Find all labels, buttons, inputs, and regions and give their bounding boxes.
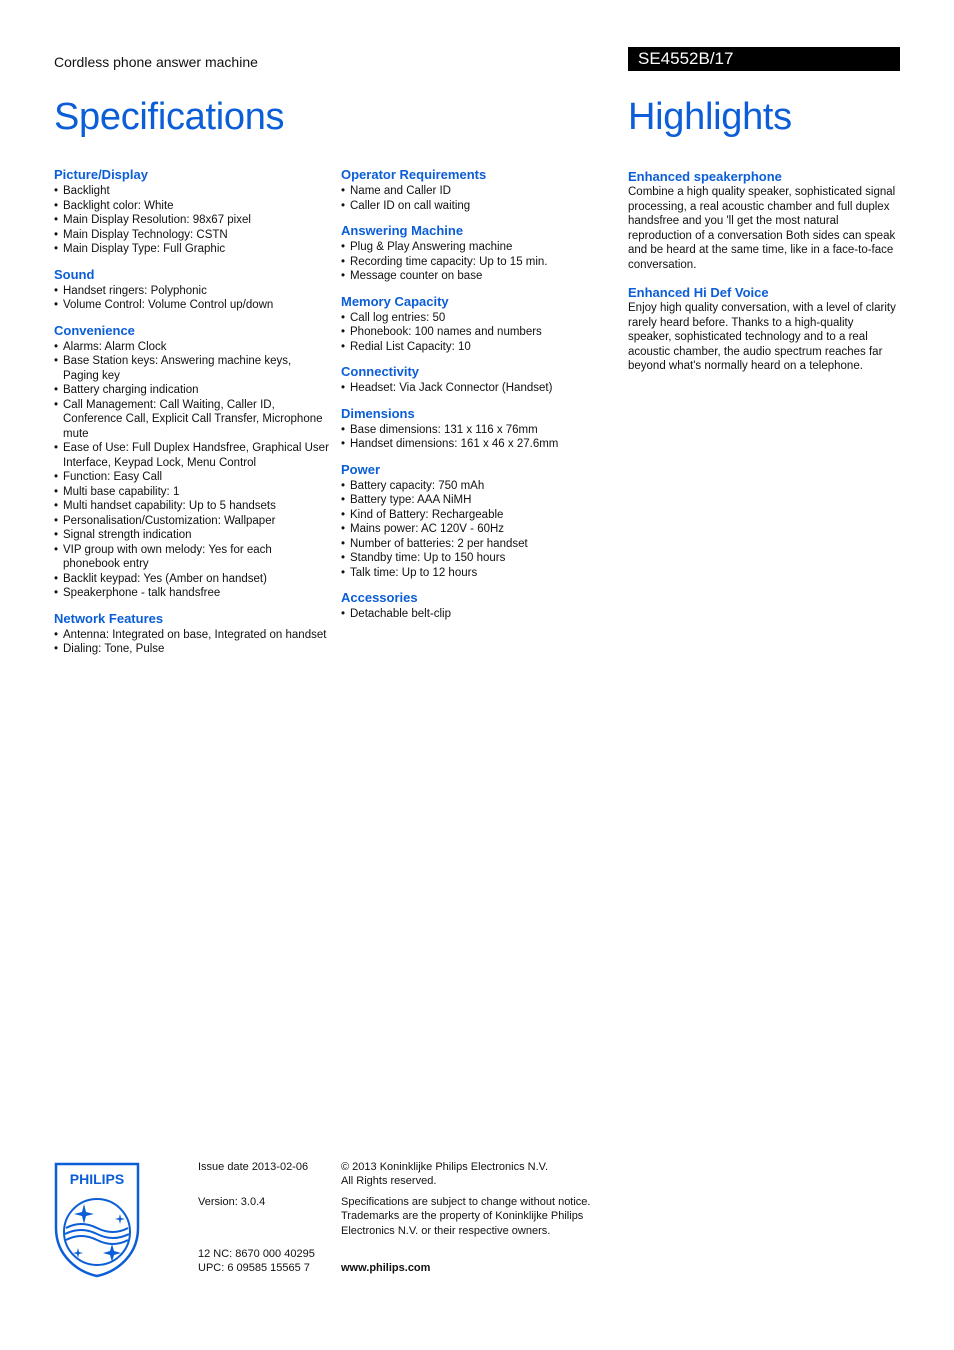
- spec-item: • Talk time: Up to 12 hours: [341, 566, 616, 581]
- spec-section-accessories: [341, 590, 616, 622]
- spec-item: • Function: Easy Call: [54, 470, 329, 485]
- spec-item: • Message counter on base: [341, 269, 616, 284]
- spec-item: • Multi base capability: 1: [54, 485, 329, 500]
- specs-column-2: [341, 167, 616, 632]
- spec-item: • Personalisation/Customization: Wallpaper: [54, 514, 329, 529]
- spec-item: • Main Display Resolution: 98x67 pixel: [54, 213, 329, 228]
- spec-item: • Standby time: Up to 150 hours: [341, 551, 616, 566]
- spec-list: [341, 240, 616, 284]
- highlights-title: Highlights: [628, 96, 792, 138]
- spec-section-sound: [54, 267, 329, 313]
- spec-item: • Headset: Via Jack Connector (Handset): [341, 381, 616, 396]
- spec-item: • Backlight: [54, 184, 329, 199]
- spec-item: • Base dimensions: 131 x 116 x 76mm: [341, 423, 616, 438]
- spec-section-convenience: [54, 323, 329, 601]
- copyright: © 2013 Koninklijke Philips Electronics N.V.: [341, 1161, 549, 1173]
- spec-section-title: Convenience: [54, 322, 135, 338]
- spec-item: • Handset ringers: Polyphonic: [54, 284, 329, 299]
- highlight-title: Enhanced Hi Def Voice: [628, 285, 769, 300]
- spec-list: [341, 423, 616, 452]
- spec-section-dimensions: [341, 406, 616, 452]
- spec-item: • Backlit keypad: Yes (Amber on handset): [54, 572, 329, 587]
- philips-shield-logo-icon: [54, 1162, 140, 1278]
- spec-item: • Signal strength indication: [54, 528, 329, 543]
- spec-section-power: [341, 462, 616, 581]
- spec-section-title: Network Features: [54, 610, 164, 626]
- spec-section-title: Operator Requirements: [341, 167, 487, 182]
- specifications-title: Specifications: [54, 96, 285, 138]
- spec-section-network-features: [54, 611, 329, 657]
- spec-item: • Mains power: AC 120V - 60Hz: [341, 522, 616, 537]
- spec-item: • Number of batteries: 2 per handset: [341, 537, 616, 552]
- spec-list: [54, 628, 329, 657]
- spec-list: [54, 340, 329, 601]
- spec-section-title: Sound: [54, 266, 95, 282]
- spec-item: • Dialing: Tone, Pulse: [54, 642, 329, 657]
- spec-section-title: Answering Machine: [341, 223, 464, 238]
- spec-list: [341, 311, 616, 355]
- spec-item: • Handset dimensions: 161 x 46 x 27.6mm: [341, 437, 616, 452]
- highlight-text: Enjoy high quality conversation, with a level of clarity rarely heard before. Thanks to a high-quality speaker, sophisticated technology and to a real acoustic chamber, the audio spectrum reaches far beyond what's normally heard on a telephone.: [628, 302, 896, 372]
- spec-list: [54, 284, 329, 313]
- spec-section-connectivity: [341, 364, 616, 396]
- spec-item: • Antenna: Integrated on base, Integrated on handset: [54, 628, 329, 643]
- nc-number: 12 NC: 8670 000 40295: [198, 1248, 315, 1260]
- spec-item: • Volume Control: Volume Control up/down: [54, 298, 329, 313]
- spec-item: • Phonebook: 100 names and numbers: [341, 325, 616, 340]
- issue-date: Issue date 2013-02-06: [198, 1161, 309, 1173]
- spec-section-title: Connectivity: [341, 364, 420, 379]
- model-badge: SE4552B/17: [628, 47, 900, 71]
- version: Version: 3.0.4: [198, 1196, 266, 1208]
- spec-item: • VIP group with own melody: Yes for each phonebook entry: [54, 543, 329, 572]
- spec-item: • Main Display Technology: CSTN: [54, 228, 329, 243]
- spec-item: • Kind of Battery: Rechargeable: [341, 508, 616, 523]
- spec-section-title: Accessories: [341, 590, 418, 605]
- rights: All Rights reserved.: [341, 1175, 437, 1187]
- spec-item: • Plug & Play Answering machine: [341, 240, 616, 255]
- spec-section-title: Picture/Display: [54, 167, 148, 182]
- spec-list: [54, 184, 329, 257]
- spec-item: • Speakerphone - talk handsfree: [54, 586, 329, 601]
- highlight-title: Enhanced speakerphone: [628, 169, 782, 184]
- spec-item: • Battery capacity: 750 mAh: [341, 479, 616, 494]
- spec-item: • Name and Caller ID: [341, 184, 616, 199]
- highlight-enhanced-hi-def-voice: [628, 285, 900, 374]
- spec-item: • Backlight color: White: [54, 199, 329, 214]
- spec-item: • Redial List Capacity: 10: [341, 340, 616, 355]
- spec-list: [341, 184, 616, 213]
- spec-section-operator-requirements: [341, 167, 616, 213]
- spec-section-title: Memory Capacity: [341, 293, 449, 309]
- spec-item: • Ease of Use: Full Duplex Handsfree, Graphical User Interface, Keypad Lock, Menu Control: [54, 441, 329, 470]
- spec-item: • Detachable belt-clip: [341, 607, 616, 622]
- highlight-enhanced-speakerphone: [628, 169, 900, 272]
- spec-item: • Multi handset capability: Up to 5 handsets: [54, 499, 329, 514]
- spec-section-answering-machine: [341, 223, 616, 284]
- spec-section-title: Dimensions: [341, 405, 415, 421]
- specs-column-1: [54, 167, 329, 667]
- spec-item: • Battery type: AAA NiMH: [341, 493, 616, 508]
- website-link[interactable]: www.philips.com: [341, 1262, 431, 1274]
- product-type: Cordless phone answer machine: [54, 54, 258, 70]
- spec-section-picture-display: [54, 167, 329, 257]
- spec-section-title: Power: [341, 461, 381, 477]
- highlights-column: [628, 167, 900, 387]
- spec-item: • Recording time capacity: Up to 15 min.: [341, 255, 616, 270]
- spec-list: [341, 381, 616, 396]
- disclaimer-line-1: Specifications are subject to change without notice.: [341, 1196, 591, 1208]
- upc-number: UPC: 6 09585 15565 7: [198, 1262, 310, 1274]
- spec-item: • Call log entries: 50: [341, 311, 616, 326]
- spec-item: • Alarms: Alarm Clock: [54, 340, 329, 355]
- spec-item: • Base Station keys: Answering machine keys, Paging key: [54, 354, 329, 383]
- disclaimer-line-2: Trademarks are the property of Koninklijke Philips: [341, 1210, 584, 1222]
- spec-item: • Main Display Type: Full Graphic: [54, 242, 329, 257]
- disclaimer-line-3: Electronics N.V. or their respective owners.: [341, 1225, 551, 1237]
- spec-item: • Battery charging indication: [54, 383, 329, 398]
- spec-section-memory-capacity: [341, 294, 616, 355]
- spec-item: • Call Management: Call Waiting, Caller ID, Conference Call, Explicit Call Transfer, Microphone mute: [54, 398, 329, 442]
- spec-item: • Caller ID on call waiting: [341, 199, 616, 214]
- logo-text: PHILIPS: [69, 1171, 125, 1187]
- highlight-text: Combine a high quality speaker, sophisticated signal processing, a real acoustic chamber and full duplex handsfree and you 'll get the most natural reproduction of a conversation Both sides can speak and be heard at the same time, like in a face-to-face conversation.: [628, 186, 896, 271]
- spec-list: [341, 479, 616, 581]
- spec-list: [341, 607, 616, 622]
